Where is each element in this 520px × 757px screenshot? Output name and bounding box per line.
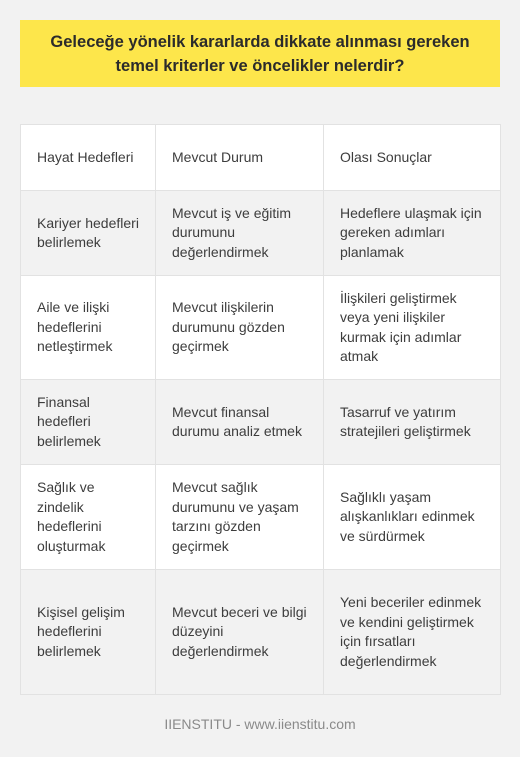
table-header-row — [21, 125, 501, 191]
page-title: Geleceğe yönelik kararlarda dikkate alınması gereken temel kriterler ve öncelikler nelerdir? — [50, 32, 470, 75]
table-cell: Sağlıklı yaşam alışkanlıkları edinmek ve sürdürmek — [324, 465, 501, 570]
footer-credit: IIENSTITU - www.iienstitu.com — [164, 716, 356, 732]
table-cell: Mevcut ilişkilerin durumunu gözden geçirmek — [156, 276, 324, 380]
header-cell-current-state: Mevcut Durum — [156, 125, 324, 191]
table-cell: Mevcut beceri ve bilgi düzeyini değerlendirmek — [156, 570, 324, 695]
table-cell: Hedeflere ulaşmak için gereken adımları planlamak — [324, 191, 501, 276]
table-cell: Mevcut finansal durumu analiz etmek — [156, 380, 324, 465]
table-row — [21, 570, 501, 695]
table-cell: Tasarruf ve yatırım stratejileri geliştirmek — [324, 380, 501, 465]
table-row — [21, 191, 501, 276]
title-banner — [20, 20, 500, 87]
table-cell: Aile ve ilişki hedeflerini netleştirmek — [21, 276, 156, 380]
table-row — [21, 380, 501, 465]
table-row — [21, 276, 501, 380]
table-cell: Kariyer hedefleri belirlemek — [21, 191, 156, 276]
table-cell: Sağlık ve zindelik hedeflerini oluşturmak — [21, 465, 156, 570]
table-cell: Finansal hedefleri belirlemek — [21, 380, 156, 465]
table-row — [21, 465, 501, 570]
table-cell: Mevcut sağlık durumunu ve yaşam tarzını gözden geçirmek — [156, 465, 324, 570]
criteria-table — [20, 124, 501, 695]
header-cell-life-goals: Hayat Hedefleri — [21, 125, 156, 191]
table-cell: Kişisel gelişim hedeflerini belirlemek — [21, 570, 156, 695]
table-cell: İlişkileri geliştirmek veya yeni ilişkiler kurmak için adımlar atmak — [324, 276, 501, 380]
table-cell: Yeni beceriler edinmek ve kendini geliştirmek için fırsatları değerlendirmek — [324, 570, 501, 695]
table-cell: Mevcut iş ve eğitim durumunu değerlendirmek — [156, 191, 324, 276]
header-cell-possible-outcomes: Olası Sonuçlar — [324, 125, 501, 191]
